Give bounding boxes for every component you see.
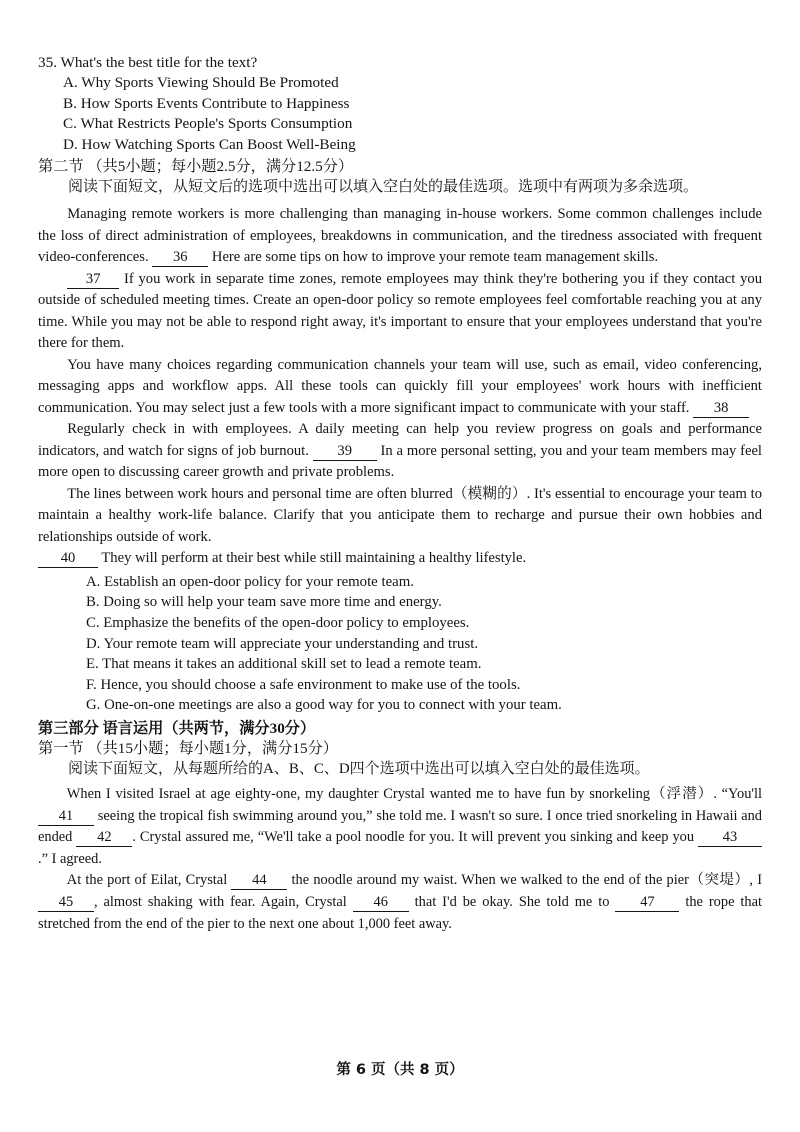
blank-40[interactable]: 40 (38, 549, 98, 568)
story-2-text-b: the noodle around my waist. When we walked to the end of the pier（突堤）, I (287, 872, 762, 889)
story-1-text-d: .” I agreed. (38, 850, 102, 867)
part-3-section-1-instruction: 阅读下面短文，从每题所给的A、B、C、D四个选项中选出可以填入空白处的最佳选项。 (68, 761, 650, 778)
blank-38[interactable]: 38 (693, 399, 749, 418)
blank-37[interactable]: 37 (67, 270, 119, 289)
choice-d[interactable]: D. Your remote team will appreciate your understanding and trust. (86, 635, 479, 652)
question-35-title: 35. What's the best title for the text? (38, 54, 258, 71)
section-2-heading: 第二节 （共5小题；每小题2.5分，满分12.5分） (38, 158, 354, 176)
paragraph-4-text: Regularly check in with employees. A daily meeting can help you review progress on goals and performance indicators, and watch for signs of job burnout. (38, 421, 762, 459)
passage-paragraph-2 (38, 269, 762, 355)
choice-e[interactable]: E. That means it takes an additional skill set to lead a remote team. (86, 656, 482, 673)
blank-43[interactable]: 43 (698, 828, 762, 847)
story-1-text-c: . Crystal assured me, “We'll take a pool noodle for you. It will prevent you sinking and keep you (132, 829, 698, 846)
paragraph-1-tail: Here are some tips on how to improve your remote team management skills. (208, 249, 659, 266)
blank-44[interactable]: 44 (231, 871, 287, 890)
story-paragraph-1 (38, 784, 762, 870)
passage-paragraph-4 (38, 419, 762, 484)
question-35-option-b[interactable]: B. How Sports Events Contribute to Happiness (63, 94, 350, 112)
blank-36[interactable]: 36 (152, 248, 208, 267)
part-3-section-1-heading: 第一节 （共15小题；每小题1分，满分15分） (38, 740, 338, 758)
choice-g[interactable]: G. One-on-one meetings are also a good way for you to connect with your team. (86, 697, 562, 714)
story-1-text-b: seeing the tropical fish swimming around you,” she told me. I wasn't so sure. I once tried snorkeling in Hawaii and ended (38, 807, 762, 846)
story-2-text-a: At the port of Eilat, Crystal (66, 872, 232, 889)
blank-47[interactable]: 47 (615, 893, 679, 912)
paragraph-6-text: They will perform at their best while still maintaining a healthy lifestyle. (98, 550, 527, 567)
choice-f[interactable]: F. Hence, you should choose a safe environment to make use of the tools. (86, 676, 521, 693)
paragraph-3-text: You have many choices regarding communication channels your team will use, such as email, video conferencing, messaging apps and workflow apps. All these tools can quickly fill your employees' work hours with inefficient communication. You may select just a few tools with a more significant impact to communicate with your staff. (38, 356, 762, 416)
blank-46[interactable]: 46 (353, 893, 409, 912)
blank-39[interactable]: 39 (313, 442, 377, 461)
story-2-text-c: , almost shaking with fear. Again, Crystal (94, 894, 353, 910)
page-content (38, 52, 762, 935)
choice-c[interactable]: C. Emphasize the benefits of the open-door policy to employees. (86, 615, 470, 632)
passage-paragraph-1 (38, 204, 762, 269)
passage-paragraph-3 (38, 355, 762, 420)
section-2-choices (86, 572, 762, 716)
story-1-text-a: When I visited Israel at age eighty-one, my daughter Crystal wanted me to have fun by snorkeling（浮潜）. “You'll (66, 786, 762, 803)
section-2-instruction: 阅读下面短文，从短文后的选项中选出可以填入空白处的最佳选项。选项中有两项为多余选项。 (68, 179, 699, 196)
blank-42[interactable]: 42 (76, 828, 132, 847)
passage-paragraph-6 (38, 548, 762, 570)
question-35 (38, 52, 762, 155)
question-35-option-a[interactable]: A. Why Sports Viewing Should Be Promoted (63, 74, 339, 91)
paragraph-1-text: Managing remote workers is more challenging than managing in-house workers. Some common challenges include the loss of direct administration of employees, breakdowns in communication, and the tiredness associated with frequent video-conferences. (38, 206, 762, 266)
paragraph-2-text: If you work in separate time zones, remote employees may think they're bothering you if they contact you outside of scheduled meeting times. Create an open-door policy so remote employees feel comfortable reaching you at any time. While you may not be able to respond right away, it's important to ensure that your employees understand that you're there for them. (38, 270, 762, 352)
question-35-option-c[interactable]: C. What Restricts People's Sports Consumption (63, 115, 353, 133)
choice-a[interactable]: A. Establish an open-door policy for your remote team. (86, 573, 414, 590)
blank-41[interactable]: 41 (38, 807, 94, 826)
story-2-text-e: the rope that stretched from the end of the pier to the next one about 1,000 feet away. (38, 894, 762, 932)
passage-paragraph-5: The lines between work hours and personal time are often blurred（模糊的）. It's essential to encourage your team to maintain a healthy work-life balance. Clarify that you anticipate them to recharge and pursue their own hobbies and relationships outside of work. (38, 485, 762, 545)
story-2-text-d: that I'd be okay. She told me to (408, 894, 616, 910)
question-35-options (63, 73, 762, 155)
part-3-heading: 第三部分 语言运用（共两节，满分30分） (38, 720, 316, 738)
blank-45[interactable]: 45 (38, 893, 94, 912)
story-paragraph-2 (38, 870, 762, 935)
choice-b[interactable]: B. Doing so will help your team save more time and energy. (86, 594, 442, 611)
question-35-option-d[interactable]: D. How Watching Sports Can Boost Well-Being (63, 135, 356, 153)
page-footer: 第 6 页（共 8 页） (336, 1062, 464, 1078)
paragraph-4-tail: In a more personal setting, you and your team members may feel more open to discussing career growth and private problems. (38, 442, 762, 481)
